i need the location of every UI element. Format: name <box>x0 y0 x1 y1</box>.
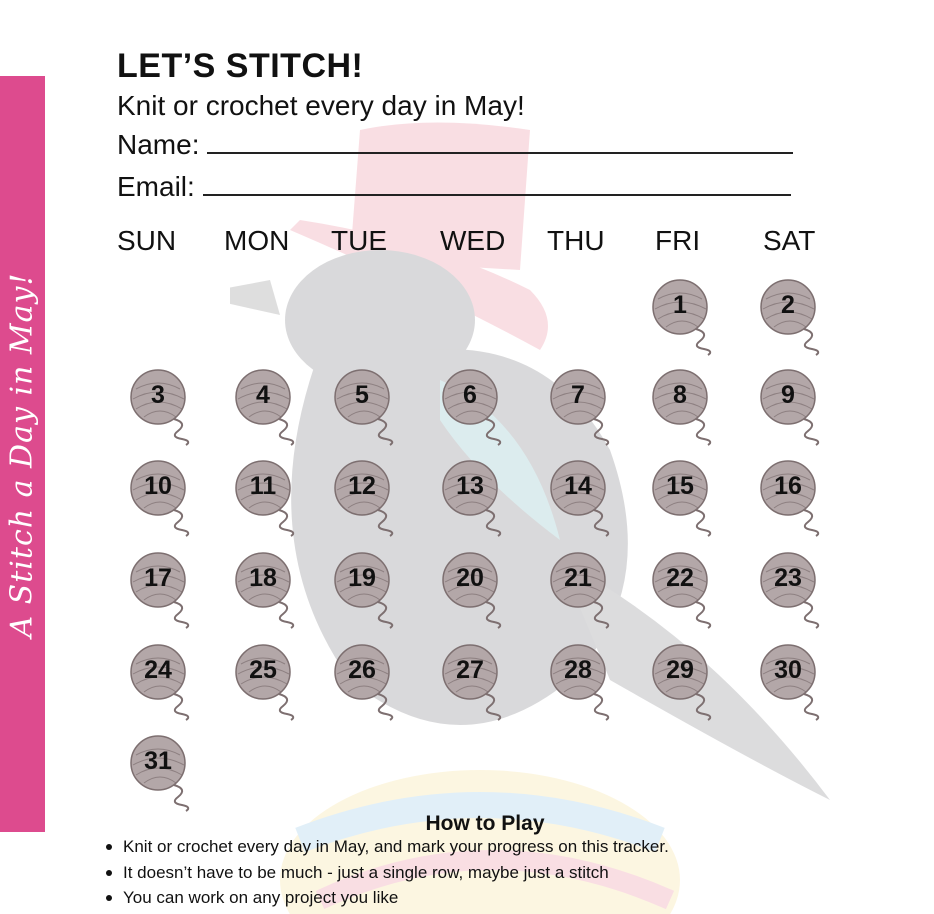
day-number: 3 <box>151 381 165 409</box>
day-cell[interactable] <box>130 458 200 538</box>
day-cell[interactable] <box>235 367 305 447</box>
day-number: 14 <box>564 472 592 500</box>
day-cell[interactable] <box>760 458 830 538</box>
day-cell[interactable] <box>652 367 722 447</box>
day-number: 29 <box>666 656 694 684</box>
day-number: 18 <box>249 564 277 592</box>
day-cell[interactable] <box>652 550 722 630</box>
day-cell[interactable] <box>235 458 305 538</box>
day-cell[interactable] <box>130 550 200 630</box>
day-cell[interactable] <box>442 458 512 538</box>
weekday-tue: TUE <box>331 225 387 256</box>
weekday-wed: WED <box>440 225 506 256</box>
day-number: 27 <box>456 656 484 684</box>
rule-item: It doesn’t have to be much - just a single row, maybe just a stitch <box>104 860 669 886</box>
weekday-sat: SAT <box>763 225 816 256</box>
subtitle: Knit or crochet every day in May! <box>117 90 525 121</box>
weekday-thu: THU <box>547 225 605 256</box>
rule-item: You can work on any project you like <box>104 885 669 911</box>
day-cell[interactable] <box>334 550 404 630</box>
day-cell[interactable] <box>652 277 722 357</box>
name-blank-line[interactable] <box>207 130 793 154</box>
day-number: 6 <box>463 381 477 409</box>
day-number: 30 <box>774 656 802 684</box>
day-number: 12 <box>348 472 376 500</box>
day-number: 28 <box>564 656 592 684</box>
day-number: 7 <box>571 381 585 409</box>
weekday-sun: SUN <box>117 225 177 256</box>
day-cell[interactable] <box>334 458 404 538</box>
day-number: 23 <box>774 564 802 592</box>
day-number: 5 <box>355 381 369 409</box>
day-number: 10 <box>144 472 172 500</box>
how-to-play-rules <box>104 834 669 911</box>
day-number: 20 <box>456 564 484 592</box>
day-number: 25 <box>249 656 277 684</box>
day-cell[interactable] <box>442 367 512 447</box>
day-cell[interactable] <box>235 550 305 630</box>
email-field[interactable] <box>117 170 791 204</box>
day-number: 24 <box>144 656 172 684</box>
day-number: 19 <box>348 564 376 592</box>
day-cell[interactable] <box>760 367 830 447</box>
day-number: 13 <box>456 472 484 500</box>
day-number: 8 <box>673 381 687 409</box>
day-number: 2 <box>781 291 795 319</box>
how-to-play-title: How to Play <box>425 812 545 835</box>
day-number: 16 <box>774 472 802 500</box>
rule-item: Knit or crochet every day in May, and mark your progress on this tracker. <box>104 834 669 860</box>
day-cell[interactable] <box>442 550 512 630</box>
day-cell[interactable] <box>334 367 404 447</box>
page-title: LET’S STITCH! <box>117 47 364 85</box>
day-cell[interactable] <box>235 642 305 722</box>
name-label: Name: <box>117 129 200 160</box>
day-number: 22 <box>666 564 694 592</box>
day-cell[interactable] <box>130 733 200 813</box>
day-number: 31 <box>144 747 172 775</box>
day-number: 17 <box>144 564 172 592</box>
side-banner-text: A Stitch a Day in May! <box>4 272 40 638</box>
day-cell[interactable] <box>760 550 830 630</box>
day-cell[interactable] <box>550 642 620 722</box>
day-cell[interactable] <box>652 642 722 722</box>
day-number: 21 <box>564 564 592 592</box>
day-number: 9 <box>781 381 795 409</box>
day-number: 15 <box>666 472 694 500</box>
day-cell[interactable] <box>550 458 620 538</box>
day-cell[interactable] <box>550 367 620 447</box>
weekday-fri: FRI <box>655 225 701 256</box>
day-cell[interactable] <box>550 550 620 630</box>
day-cell[interactable] <box>334 642 404 722</box>
day-number: 26 <box>348 656 376 684</box>
day-cell[interactable] <box>652 458 722 538</box>
email-label: Email: <box>117 171 195 202</box>
name-field[interactable] <box>117 128 793 162</box>
day-cell[interactable] <box>130 367 200 447</box>
day-cell[interactable] <box>442 642 512 722</box>
email-blank-line[interactable] <box>203 172 791 196</box>
day-number: 1 <box>673 291 687 319</box>
day-number: 4 <box>256 381 270 409</box>
day-number: 11 <box>249 472 277 500</box>
weekday-mon: MON <box>224 225 290 256</box>
day-cell[interactable] <box>130 642 200 722</box>
day-cell[interactable] <box>760 642 830 722</box>
day-cell[interactable] <box>760 277 830 357</box>
